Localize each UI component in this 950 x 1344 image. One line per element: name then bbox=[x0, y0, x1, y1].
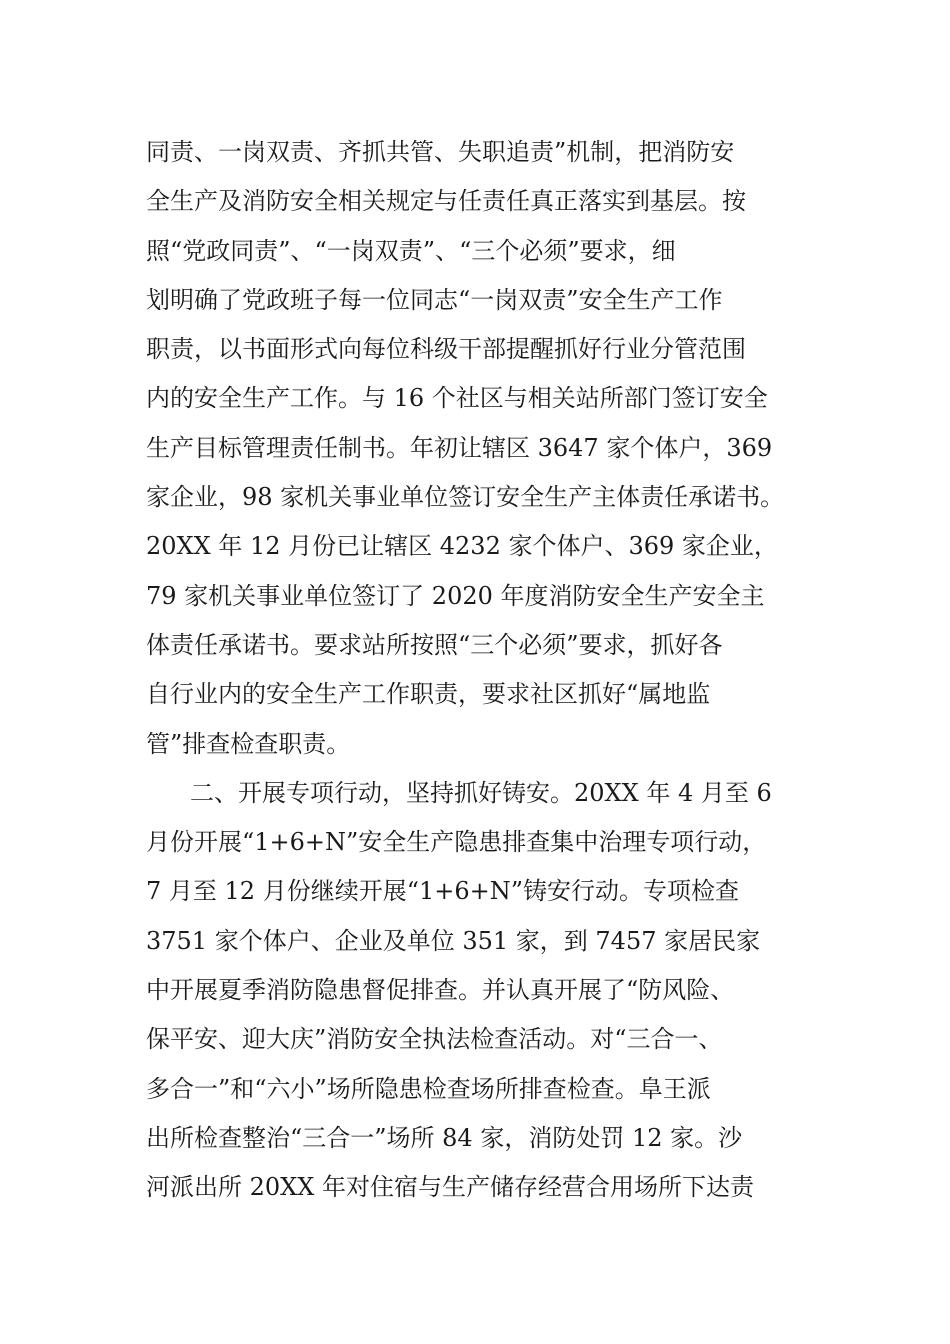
body-text bbox=[146, 128, 826, 1213]
text-line: 全生产及消防安全相关规定与任责任真正落实到基层。按 bbox=[146, 187, 746, 216]
text-line: 出所检查整治“三合一”场所 84 家，消防处罚 12 家。沙 bbox=[146, 1123, 743, 1152]
text-line: 保平安、迎大庆”消防安全执法检查活动。对“三合一、 bbox=[146, 1025, 723, 1054]
text-line: 同责、一岗双责、齐抓共管、失职追责”机制，把消防安 bbox=[146, 138, 735, 166]
text-line: 职责，以书面形式向每位科级干部提醒抓好行业分管范围 bbox=[146, 335, 746, 364]
text-line: 照“党政同责”、“一岗双责”、“三个必须”要求，细 bbox=[146, 236, 676, 265]
text-line: 家企业，98 家机关事业单位签订安全生产主体责任承诺书。 bbox=[146, 483, 785, 512]
text-line: 月份开展“1+6+N”安全生产隐患排查集中治理专项行动， bbox=[146, 828, 767, 857]
text-line: 7 月至 12 月份继续开展“1+6+N”铸安行动。专项检查 bbox=[146, 877, 739, 906]
text-line: 20XX 年 12 月份已让辖区 4232 家个体户、369 家企业， bbox=[146, 532, 778, 561]
text-line: 中开展夏季消防隐患督促排查。并认真开展了“防风险、 bbox=[146, 976, 735, 1005]
section-heading-line: 二、开展专项行动，坚持抓好铸安。20XX 年 4 月至 6 bbox=[190, 778, 772, 807]
text-line: 管”排查检查职责。 bbox=[146, 729, 351, 758]
text-line: 自行业内的安全生产工作职责，要求社区抓好“属地监 bbox=[146, 680, 711, 709]
text-line: 划明确了党政班子每一位同志“一岗双责”安全生产工作 bbox=[146, 285, 723, 314]
text-line: 生产目标管理责任制书。年初让辖区 3647 家个体户，369 bbox=[146, 433, 773, 462]
text-line: 79 家机关事业单位签订了 2020 年度消防安全生产安全主 bbox=[146, 581, 765, 610]
text-line: 内的安全生产工作。与 16 个社区与相关站所部门签订安全 bbox=[146, 384, 768, 413]
text-line: 多合一”和“六小”场所隐患检查场所排查检查。阜王派 bbox=[146, 1074, 711, 1103]
text-line: 3751 家个体户、企业及单位 351 家，到 7457 家居民家 bbox=[146, 926, 761, 955]
text-line: 河派出所 20XX 年对住宿与生产储存经营合用场所下达责 bbox=[146, 1173, 754, 1202]
text-line: 体责任承诺书。要求站所按照“三个必须”要求，抓好各 bbox=[146, 630, 723, 659]
